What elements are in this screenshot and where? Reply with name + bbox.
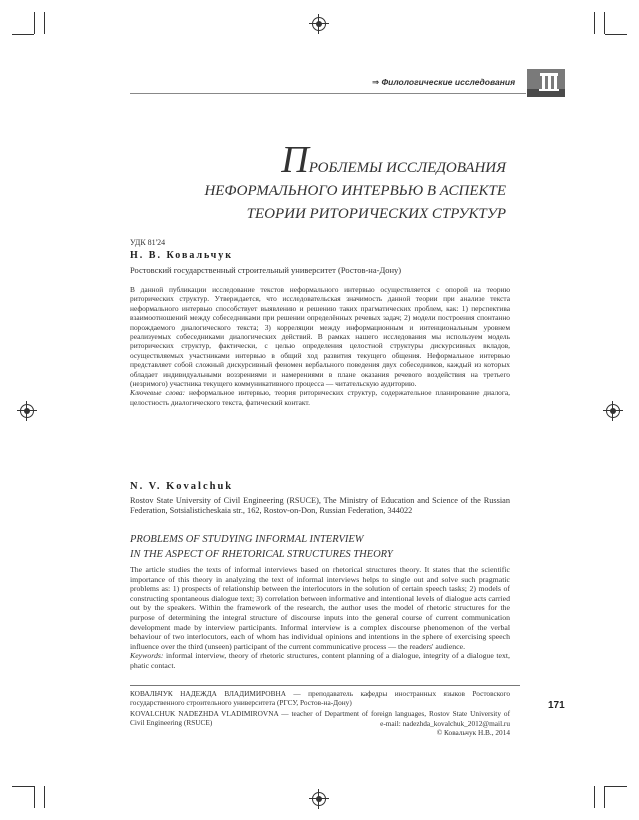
registration-mark-bottom xyxy=(312,792,326,806)
abstract-en: The article studies the texts of informal interviews based on rhetorical structures theory. It states that the scientific importance of this theory in analyzing the text of informal interviews helps to single out and solve such pragmatic problems as: 1) prospects of relationship between the interlocutors in the solution of certain speech tasks; 2) models of constructing spontaneous dialogue text; 3) correlation between informative and intentional levels of dialogue acts carried out by the speakers. Within the framework of the research, the author uses the model of rhetoric structures for the purpose of determining the integral structure of discourse inputs into the general course of current communication development made by interview participants. Informal interview is a complex discourse phenomenon of the verbal behaviour of two interlocutors, each of whom has individual opinions and intentions in the sphere of exercising speech influence over the third (unseen) participant of the current communicative process — the readers' audience. xyxy=(130,565,510,651)
journal-logo-icon xyxy=(527,69,565,97)
author-info-en: KOVALCHUK NADEZHDA VLADIMIROVNA — teacher of Department of foreign languages, Rostov State University of Civil Engineering (RSUCE) xyxy=(130,709,510,727)
author-affiliation-ru: Ростовский государственный строительный университет (Ростов-на-Дону) xyxy=(130,265,402,275)
abstract-ru: В данной публикации исследование текстов неформального интервью осуществляется с опорой на теорию риторических структур. Утверждается, что исследовательская значимость данной теории при анализе текста неформального интервью способствует выявлению и решению таких прагматических проблем, как: 1) перспектива взаимоотношений между собеседниками при решении определённых речевых задач; 2) модели построения спонтанно порождаемого диалогического текста; 3) корреляции между информационным и интенциональным уровнем реализуемых собеседниками диалогических действий. В рамках нашего исследования мы используем модель риторических структур, фактически, с целью определения целостной структуры дискурсивных вкладов, осуществляемых участниками интервью в общий ход развития текущего общения. Неформальное интервью представляет собой сложный дискурсивный феномен вербального поведения двух собеседников, каждый из которых обладает индивидуальными воззрениями и намерениями в плане оказания речевого воздействия на третьего (незримого) участника текущего коммуникативного процесса — читательскую аудиторию. xyxy=(130,285,510,389)
arrow-icon: ⇒ xyxy=(372,77,380,87)
author-name-en: N. V. Kovalchuk xyxy=(130,481,234,492)
section-name: Филологические исследования xyxy=(381,77,516,87)
keywords-ru: Ключевые слова: неформальное интервью, теория риторических структур, содержательное планирование диалога, целостность диалогического текста, фатический контакт. xyxy=(130,388,510,407)
registration-mark-right xyxy=(606,404,620,418)
article-title-en: PROBLEMS OF STUDYING INFORMAL INTERVIEW IN THE ASPECT OF RHETORICAL STRUCTURES THEORY xyxy=(130,534,393,560)
author-info-ru: КОВАЛЬЧУК НАДЕЖДА ВЛАДИМИРОВНА — преподаватель кафедры иностранных языков Ростовского государственного строительного университета (РГСУ, Ростов-на-Дону) xyxy=(130,689,510,707)
title-initial: П xyxy=(281,139,309,181)
keywords-en: Keywords: informal interview, theory of rhetoric structures, content planning of a dialogue, integrity of a dialogue text, phatic contact. xyxy=(130,651,510,670)
author-email: e-mail: nadezhda_kovalchuk_2012@mail.ru xyxy=(380,719,510,728)
udk-code: УДК 81'24 xyxy=(130,238,166,247)
author-name-ru: Н. В. Ковальчук xyxy=(130,250,233,261)
copyright: © Ковальчук Н.В., 2014 xyxy=(436,728,510,737)
running-header xyxy=(372,77,522,88)
author-affiliation-en: Rostov State University of Civil Engineering (RSUCE), The Ministry of Education and Science of the Russian Federation, Sotsialisticheskaia str., 162, Rostov-on-Don, Russian Federation, 344022 xyxy=(130,496,510,515)
registration-mark-left xyxy=(20,404,34,418)
article-title-ru: ПРОБЛЕМЫ ИССЛЕДОВАНИЯ НЕФОРМАЛЬНОГО ИНТЕРВЬЮ В АСПЕКТЕ ТЕОРИИ РИТОРИЧЕСКИХ СТРУКТУР xyxy=(204,139,506,222)
page-number: 171 xyxy=(548,700,565,711)
registration-mark-top xyxy=(312,17,326,31)
